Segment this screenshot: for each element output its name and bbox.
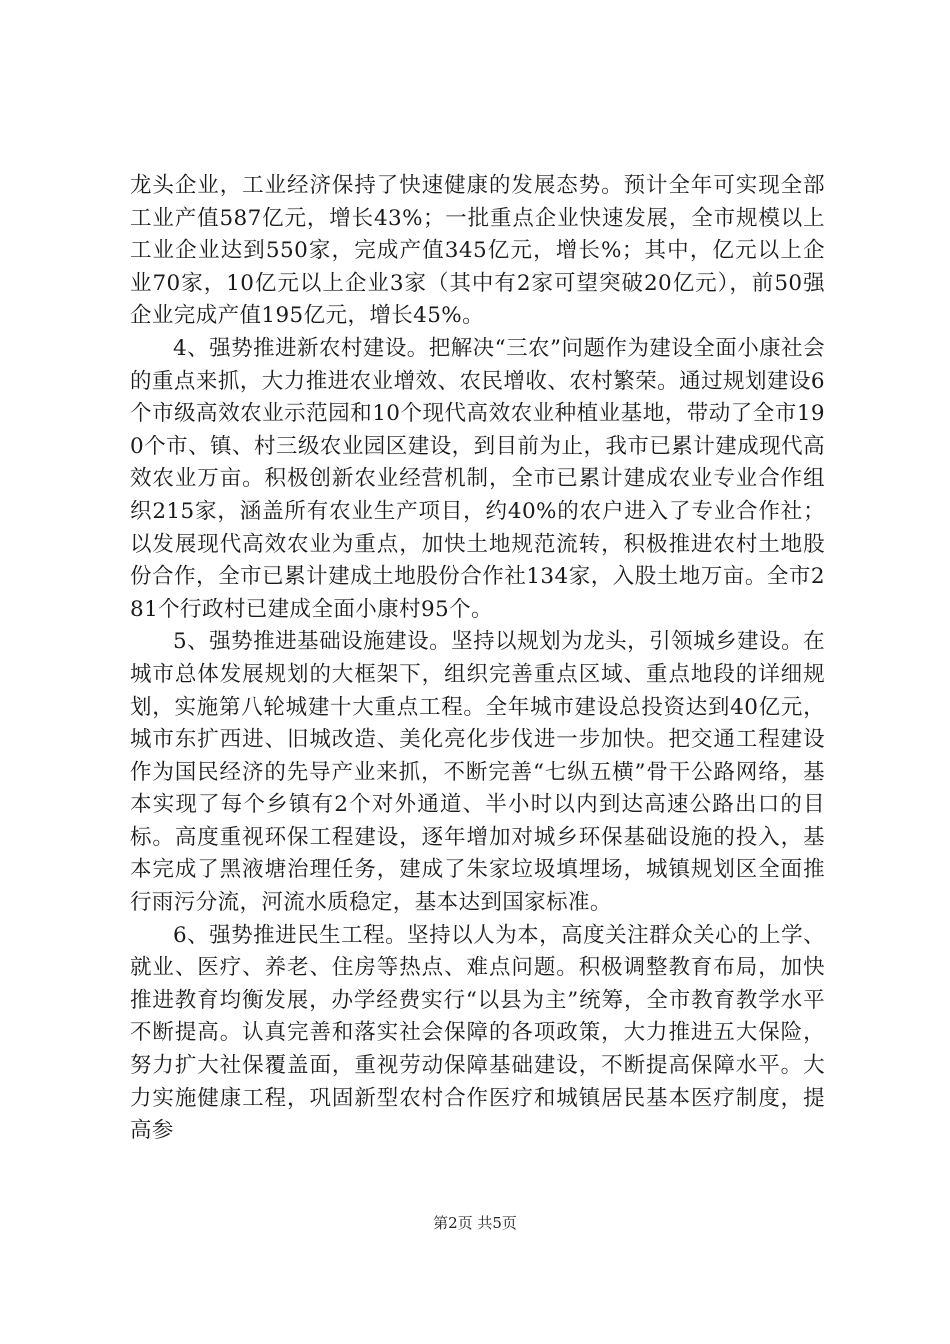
paragraph-new-countryside: 4、强势推进新农村建设。把解决“三农”问题作为建设全面小康社会的重点来抓，大力推进农业增效、农民增收、农村繁荣。通过规划建设6个市级高效农业示范园和10个现代高效农业种植业基地，带动了全市190个市、镇、村三级农业园区建设，到目前为止，我市已累计建成现代高效农业万亩。积极创新农业经营机制，全市已累计建成农业专业合作组织215家，涵盖所有农业生产项目，约40%的农户进入了专业合作社；以发展现代高效农业为重点，加快土地规范流转，积极推进农村土地股份合作，全市已累计建成土地股份合作社134家，入股土地万亩。全市281个行政村已建成全面小康村95个。	[130, 335, 825, 622]
page-footer: 第2页 共5页	[433, 1214, 517, 1232]
document-body	[130, 170, 825, 1148]
paragraph-industry: 龙头企业，工业经济保持了快速健康的发展态势。预计全年可实现全部工业产值587亿元，增长43%；一批重点企业快速发展，全市规模以上工业企业达到550家，完成产值345亿元，增长%；其中，亿元以上企业70家，10亿元以上企业3家（其中有2家可望突破20亿元），前50强企业完成产值195亿元，增长45%。	[130, 173, 825, 329]
paragraph-livelihood: 6、强势推进民生工程。坚持以人为本，高度关注群众关心的上学、就业、医疗、养老、住房等热点、难点问题。积极调整教育布局，加快推进教育均衡发展，办学经费实行“以县为主”统筹，全市教育教学水平不断提高。认真完善和落实社会保障的各项政策，大力推进五大保险，努力扩大社保覆盖面，重视劳动保障基础建设，不断提高保障水平。大力实施健康工程，巩固新型农村合作医疗和城镇居民基本医疗制度，提高参	[130, 922, 825, 1144]
paragraph-infrastructure: 5、强势推进基础设施建设。坚持以规划为龙头，引领城乡建设。在城市总体发展规划的大框架下，组织完善重点区域、重点地段的详细规划，实施第八轮城建十大重点工程。全年城市建设总投资达到40亿元，城市东扩西进、旧城改造、美化亮化步伐进一步加快。把交通工程建设作为国民经济的先导产业来抓，不断完善“七纵五横”骨干公路网络，基本实现了每个乡镇有2个对外通道、半小时以内到达高速公路出口的目标。高度重视环保工程建设，逐年增加对城乡环保基础设施的投入，基本完成了黑液塘治理任务，建成了朱家垃圾填埋场，城镇规划区全面推行雨污分流，河流水质稳定，基本达到国家标准。	[130, 629, 825, 916]
